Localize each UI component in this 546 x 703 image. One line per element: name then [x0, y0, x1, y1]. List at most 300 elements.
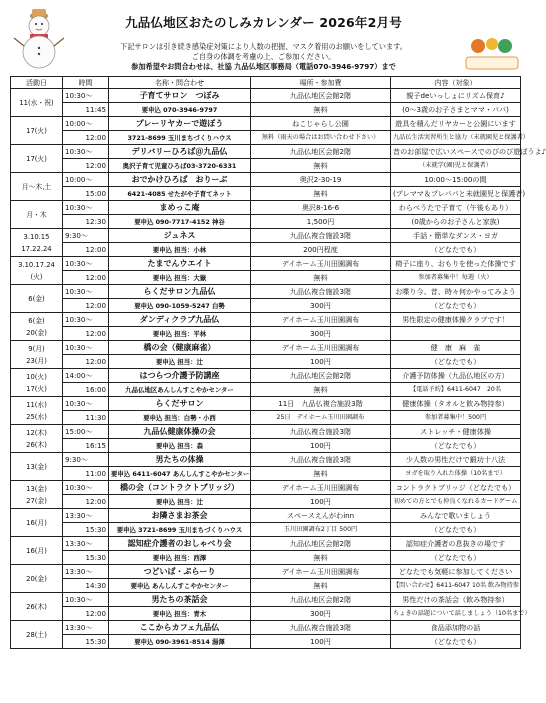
event-content: お喋り今、昔、時々何かやってみよう	[391, 285, 521, 299]
event-target	[391, 159, 521, 173]
event-row	[11, 565, 521, 579]
event-row-detail	[11, 383, 521, 397]
event-place: 11日 九品仏複合施設3階	[251, 397, 391, 411]
event-target-text: 初めての方とでも仲良くなれるカードゲーム	[393, 498, 518, 505]
event-row	[11, 621, 521, 635]
event-place: 九品仏地区会館2階	[251, 89, 391, 103]
start-time: 15:00〜	[63, 425, 109, 439]
event-date-line: 28(土)	[26, 630, 47, 639]
event-target	[391, 495, 521, 509]
event-contact-text: 要申込 070-3946-9797	[141, 105, 218, 114]
column-header: 内容（対象）	[391, 77, 521, 89]
event-target-text: 【電話予約】6411-6047 20名	[409, 386, 502, 393]
event-fee-text: 25日 デイホーム玉川田園調布	[276, 414, 365, 421]
event-row	[11, 537, 521, 551]
event-row-detail	[11, 327, 521, 341]
event-name	[109, 453, 251, 467]
event-row-detail	[11, 103, 521, 117]
event-name-text: お隣さまお茶会	[151, 510, 208, 520]
event-contact-text: 要申込 担当：森	[156, 441, 203, 450]
event-name	[109, 621, 251, 635]
event-content: 親子deいっしょにリズム保育♪	[391, 89, 521, 103]
event-place: デイホーム玉川田園調布	[251, 481, 391, 495]
event-date	[11, 89, 63, 117]
event-date	[11, 145, 63, 173]
column-header: 時間	[63, 77, 109, 89]
event-contact-text: 要申込 担当：平林	[152, 329, 207, 338]
event-contact-text: 要申込 090-3961-8514 湯澤	[134, 637, 225, 646]
event-row-detail	[11, 467, 521, 481]
start-time: 9:30〜	[63, 229, 109, 243]
event-name	[109, 173, 251, 187]
event-date	[11, 341, 63, 369]
event-name	[109, 565, 251, 579]
event-name	[109, 257, 251, 271]
event-content: 遊具を積んだリヤカーと公園にいます	[391, 117, 521, 131]
event-row	[11, 397, 521, 411]
event-row	[11, 173, 521, 187]
event-target	[391, 467, 521, 481]
event-row-detail	[11, 159, 521, 173]
event-place: デイホーム玉川田園調布	[251, 313, 391, 327]
event-place: デイホーム玉川田園調布	[251, 565, 391, 579]
event-content: 認知症介護者の息抜きの場です	[391, 537, 521, 551]
event-date	[11, 453, 63, 481]
event-contact	[109, 215, 251, 229]
event-place: 九品仏複合施設3階	[251, 453, 391, 467]
event-row	[11, 145, 521, 159]
event-row	[11, 593, 521, 607]
start-time: 13:30〜	[63, 509, 109, 523]
event-place: 九品仏地区会館2階	[251, 593, 391, 607]
event-content: 少人数の男性だけで鍛功十八法	[391, 453, 521, 467]
event-row	[11, 509, 521, 523]
event-fee: 100円	[251, 355, 391, 369]
event-date-line: 26(木)	[26, 440, 47, 449]
event-name-text: 橋の会（健康麻雀）	[143, 342, 216, 352]
event-fee	[251, 411, 391, 425]
event-row	[11, 257, 521, 271]
notice-line: 下記サロンは引き続き感染症対策により人数の把握、マスク着用のお願いをしています。	[120, 42, 407, 51]
event-target: （どなたでも）	[391, 635, 521, 649]
event-contact	[109, 495, 251, 509]
event-contact-text: 要申込 あんしんすこやかセンター	[130, 581, 229, 590]
event-date-line: 月・木	[26, 210, 47, 219]
event-contact	[109, 187, 251, 201]
event-date-line: 12(木)	[26, 428, 47, 437]
event-target: (0〜3歳のお子さまとママ・パパ)	[391, 103, 521, 117]
event-target: （どなたでも）	[391, 551, 521, 565]
event-fee: 無料	[251, 271, 391, 285]
event-date-line: 20(金)	[26, 328, 47, 337]
end-time: 12:00	[63, 131, 109, 145]
event-name-text: 子育てサロン つぼみ	[139, 90, 220, 100]
event-name-text: ジュネス	[163, 230, 196, 240]
event-content: 健康体操（タオルと飲み物持参）	[391, 397, 521, 411]
start-time: 10:30〜	[63, 341, 109, 355]
event-date-line: 13(金)	[26, 484, 47, 493]
event-target: (0歳からのお子さんと家族)	[391, 215, 521, 229]
start-time: 10:30〜	[63, 257, 109, 271]
event-date-line: 13(金)	[26, 462, 47, 471]
event-name-text: 橋の会（コントラクトブリッジ）	[119, 482, 240, 492]
event-target	[391, 411, 521, 425]
event-date-line: 17(火)	[26, 384, 47, 393]
event-contact-text: 要申込 担当：辻	[156, 357, 203, 366]
event-contact	[109, 523, 251, 537]
end-time: 14:30	[63, 579, 109, 593]
end-time: 12:00	[63, 271, 109, 285]
event-contact-text: 6421-4085 せたがや子育てネット	[127, 189, 232, 198]
event-contact-text: 要申込 担当：青木	[152, 609, 207, 618]
event-place: 九品仏複合施設3階	[251, 425, 391, 439]
event-date-line: 26(木)	[26, 602, 47, 611]
event-fee: 無料	[251, 383, 391, 397]
event-row	[11, 481, 521, 495]
notice-contact-line: 参加希望やお問合わせは、社協 九品仏地区事務局（電話070-3946-9797）まで	[131, 62, 396, 71]
event-name-text: らくだサロン九品仏	[143, 286, 216, 296]
event-name	[109, 285, 251, 299]
event-target	[391, 579, 521, 593]
event-date	[11, 285, 63, 313]
event-content: 健 康 麻 雀	[391, 341, 521, 355]
event-contact	[109, 579, 251, 593]
event-fee: 1,500円	[251, 215, 391, 229]
event-contact	[109, 467, 251, 481]
event-content: わらべうたで子育て（午後もあり）	[391, 201, 521, 215]
event-content: ストレッチ・健康体操	[391, 425, 521, 439]
event-content: 食品添加物の話	[391, 621, 521, 635]
event-name-text: プレーリヤカーで遊ぼう	[135, 118, 224, 128]
event-row	[11, 201, 521, 215]
event-name-text: 男たちの体操	[155, 454, 204, 464]
event-date-line: 20(金)	[26, 574, 47, 583]
end-time: 12:00	[63, 495, 109, 509]
event-contact-text: 要申込 担当：白勢・小西	[143, 413, 216, 422]
start-time: 10:30〜	[63, 313, 109, 327]
event-date-line: 11(水)	[26, 400, 47, 409]
event-name	[109, 229, 251, 243]
event-row-detail	[11, 607, 521, 621]
event-place: ねこじゃらし公園	[251, 117, 391, 131]
end-time: 12:00	[63, 243, 109, 257]
event-contact	[109, 411, 251, 425]
event-row-detail	[11, 523, 521, 537]
event-content: 昔のお部屋で広いスペースでのびのび遊ぼうよ♪	[391, 145, 521, 159]
event-target: （どなたでも）	[391, 523, 521, 537]
event-target-text: 【問い合わせ】6411-6047 10名 飲み物持参	[393, 582, 519, 589]
start-time: 10:30〜	[63, 285, 109, 299]
event-row-detail	[11, 243, 521, 257]
event-row	[11, 89, 521, 103]
event-fee: 無料	[251, 467, 391, 481]
end-time: 15:30	[63, 523, 109, 537]
event-name-text: つどいば・ぷらーり	[143, 566, 216, 576]
event-date-line: (火)	[30, 272, 43, 281]
event-date	[11, 509, 63, 537]
event-place: スペースえんがわinn	[251, 509, 391, 523]
column-header: 場所・参加費	[251, 77, 391, 89]
event-target: （どなたでも）	[391, 299, 521, 313]
event-date	[11, 481, 63, 509]
end-time: 16:00	[63, 383, 109, 397]
end-time: 12:00	[63, 159, 109, 173]
event-target	[391, 131, 530, 145]
event-date-line: 16(月)	[26, 518, 47, 527]
event-row	[11, 369, 521, 383]
event-place: 奥沢8-16-6	[251, 201, 391, 215]
event-content: 介護予防体操（九品仏地区の方）	[391, 369, 521, 383]
event-place: 九品仏地区会館2階	[251, 369, 391, 383]
event-content: 手話・簡単なダンス・ヨガ	[391, 229, 521, 243]
event-fee: 100円	[251, 439, 391, 453]
event-date-line: 17(火)	[26, 154, 47, 163]
event-name	[109, 593, 251, 607]
start-time: 10:00〜	[63, 117, 109, 131]
event-date	[11, 117, 63, 145]
event-name	[109, 117, 251, 131]
event-row	[11, 341, 521, 355]
end-time: 12:00	[63, 355, 109, 369]
event-fee	[251, 131, 391, 145]
calendar-body	[11, 89, 546, 649]
end-time: 12:00	[63, 327, 109, 341]
event-place: 九品仏地区会館2階	[251, 145, 391, 159]
event-row	[11, 285, 521, 299]
event-date-line: 9(月)	[28, 344, 45, 353]
end-time: 15:00	[63, 187, 109, 201]
event-date-line: 25(水)	[26, 412, 47, 421]
event-contact	[109, 327, 251, 341]
event-name	[109, 89, 251, 103]
event-fee: 300円	[251, 299, 391, 313]
event-date	[11, 257, 63, 285]
event-name-text: まめっこ庵	[159, 202, 200, 212]
event-fee: 100円	[251, 635, 391, 649]
event-fee: 無料	[251, 579, 391, 593]
event-fee: 200円程度	[251, 243, 391, 257]
event-contact-text: 要申込 担当：西澤	[152, 553, 207, 562]
start-time: 10:30〜	[63, 201, 109, 215]
end-time: 16:15	[63, 439, 109, 453]
event-fee: 無料	[251, 187, 391, 201]
event-contact-text: 3721-8699 玉川まちづくりハウス	[127, 133, 232, 142]
event-contact-text: 要申込 090-7717-4152 神谷	[134, 217, 225, 226]
event-fee-text: 玉川田園調布2丁目 500円	[283, 526, 358, 533]
end-time: 15:30	[63, 635, 109, 649]
event-target: (プレママ＆プレパパと未就園児と保護者)	[391, 187, 521, 201]
event-contact-text: 要申込 担当：辻	[156, 497, 203, 506]
event-name	[109, 397, 251, 411]
event-name-text: はつらつ介護予防講座	[139, 370, 220, 380]
event-date	[11, 369, 63, 397]
event-row-detail	[11, 439, 521, 453]
event-contact	[109, 159, 251, 173]
event-date-line: 23(月)	[26, 356, 47, 365]
event-row-detail	[11, 131, 521, 145]
event-fee	[251, 523, 391, 537]
start-time: 10:30〜	[63, 593, 109, 607]
event-place: デイホーム玉川田園調布	[251, 257, 391, 271]
event-date	[11, 565, 63, 593]
event-name-text: 男たちの茶話会	[151, 594, 208, 604]
event-place: 奥沢2-30-19	[251, 173, 391, 187]
start-time: 10:30〜	[63, 145, 109, 159]
event-content: みんなで歌いましょう	[391, 509, 521, 523]
end-time: 11:00	[63, 467, 109, 481]
event-name-text: 認知症介護者のおしゃべり会	[127, 538, 232, 548]
event-contact	[109, 299, 251, 313]
kokoron-logo	[464, 36, 520, 72]
event-row-detail	[11, 411, 521, 425]
start-time: 10:30〜	[63, 89, 109, 103]
event-date-line: 17(火)	[26, 126, 47, 135]
start-time: 13:30〜	[63, 621, 109, 635]
start-time: 13:30〜	[63, 537, 109, 551]
start-time: 10:30〜	[63, 481, 109, 495]
event-fee: 無料	[251, 159, 391, 173]
event-target	[391, 327, 521, 341]
event-date	[11, 173, 63, 201]
event-date-line: 3.10.15	[23, 232, 50, 241]
column-header: 名称・問合わせ	[109, 77, 251, 89]
event-date	[11, 593, 63, 621]
start-time: 10:30〜	[63, 397, 109, 411]
event-target: （どなたでも）	[391, 355, 521, 369]
event-fee: 300円	[251, 607, 391, 621]
event-contact	[109, 103, 251, 117]
event-date	[11, 621, 63, 649]
event-row-detail	[11, 355, 521, 369]
event-place: 九品仏複合施設3階	[251, 621, 391, 635]
event-name	[109, 313, 251, 327]
event-date	[11, 425, 63, 453]
event-fee-text: 無料（雨天の場合はお問い合わせ下さい）	[261, 134, 380, 141]
event-content: 男性だけの茶話会（飲み物持参）	[391, 593, 521, 607]
event-name	[109, 509, 251, 523]
event-fee: 無料	[251, 103, 391, 117]
event-name-text: らくだサロン	[155, 398, 204, 408]
event-target-text: ヨガを取り入れた体操（10名まで）	[405, 470, 506, 477]
event-name-text: たまでんウエイト	[147, 258, 212, 268]
event-fee: 300円	[251, 327, 391, 341]
start-time: 10:00〜	[63, 173, 109, 187]
event-contact	[109, 551, 251, 565]
event-content: コントラクトブリッジ（どなたでも）	[391, 481, 521, 495]
event-place: 九品仏地区会館2階	[251, 537, 391, 551]
event-row-detail	[11, 271, 521, 285]
event-row-detail	[11, 187, 521, 201]
event-target	[391, 383, 521, 397]
event-row-detail	[11, 299, 521, 313]
event-name	[109, 145, 251, 159]
event-date	[11, 537, 63, 565]
event-place: 九品仏複合施設3階	[251, 285, 391, 299]
event-date	[11, 313, 63, 341]
event-date-line: 6(金)	[28, 294, 45, 303]
event-date	[11, 397, 63, 425]
event-name-text: デリバリーひろば＠九品仏	[131, 146, 228, 156]
event-content: 10:00〜15:00の間	[391, 173, 521, 187]
event-content: どなたでも気軽に参加してください	[391, 565, 521, 579]
event-contact-text: 要申込 6411-6047 あんしんすこやかセンター	[111, 469, 250, 478]
end-time: 12:00	[63, 607, 109, 621]
start-time: 9:30〜	[63, 453, 109, 467]
notice-line: ご自身の体調を考慮の上、ご参加ください。	[191, 52, 336, 61]
event-row	[11, 313, 521, 327]
event-date	[11, 201, 63, 229]
event-contact	[109, 383, 251, 397]
event-contact	[109, 355, 251, 369]
event-name-text: ここからカフェ九品仏	[139, 622, 220, 632]
event-date	[11, 229, 63, 257]
event-target-text: ちょきの話題について話しましょう（10名まで）	[393, 610, 531, 617]
end-time: 11:30	[63, 411, 109, 425]
event-place: デイホーム玉川田園調布	[251, 341, 391, 355]
event-contact	[109, 243, 251, 257]
event-content: 男性限定の健康体操クラブです！	[391, 313, 521, 327]
end-time: 15:30	[63, 551, 109, 565]
event-name	[109, 425, 251, 439]
event-contact	[109, 439, 251, 453]
event-row-detail	[11, 635, 521, 649]
event-target-text: 参加者募集中！毎週（火）	[418, 274, 493, 281]
page-title: 九品仏地区おたのしみカレンダー 2026年2月号	[125, 15, 402, 30]
event-row	[11, 425, 521, 439]
event-target-text: 九品仏生活実習所生と協力（未就園児と保護者）	[393, 134, 530, 141]
event-row-detail	[11, 551, 521, 565]
start-time: 13:30〜	[63, 565, 109, 579]
event-name	[109, 537, 251, 551]
event-target: （どなたでも）	[391, 243, 521, 257]
event-name-text: 九品仏健康体操の会	[143, 426, 216, 436]
event-contact	[109, 271, 251, 285]
event-name	[109, 341, 251, 355]
event-target	[391, 271, 521, 285]
event-contact	[109, 635, 251, 649]
event-date-line: 6(金)	[28, 316, 45, 325]
event-row-detail	[11, 215, 521, 229]
event-row-detail	[11, 495, 521, 509]
event-date-line: 月〜木,土	[21, 182, 52, 191]
event-date-line: 17.22.24	[21, 244, 52, 253]
event-date-line: 16(月)	[26, 546, 47, 555]
event-place: 九品仏複合施設3階	[251, 229, 391, 243]
event-name-text: おでかけひろば おりーぶ	[131, 174, 228, 184]
event-date-line: 10(火)	[26, 372, 47, 381]
event-target	[391, 607, 531, 621]
event-fee: 無料	[251, 551, 391, 565]
event-target-text: （未就学(園)児と保護者）	[419, 162, 492, 169]
calendar-table	[10, 76, 546, 649]
event-contact-text: 九品仏地区あんしんすこやかセンター	[125, 385, 234, 394]
column-header: 活動日	[11, 77, 63, 89]
start-time: 14:00〜	[63, 369, 109, 383]
event-contact	[109, 131, 251, 145]
event-row	[11, 117, 521, 131]
end-time: 12:00	[63, 299, 109, 313]
end-time: 11:45	[63, 103, 109, 117]
event-row	[11, 453, 521, 467]
event-target-text: 参加者募集中！500円	[424, 414, 487, 421]
event-content: 椅子に座り、おもりを使った体操です	[391, 257, 521, 271]
event-contact-text: 要申込 担当：小林	[152, 245, 207, 254]
page-header	[0, 0, 527, 74]
end-time: 12:30	[63, 215, 109, 229]
event-name	[109, 201, 251, 215]
event-contact-text: 要申込 担当：大嶽	[152, 273, 207, 282]
event-target: （どなたでも）	[391, 439, 521, 453]
